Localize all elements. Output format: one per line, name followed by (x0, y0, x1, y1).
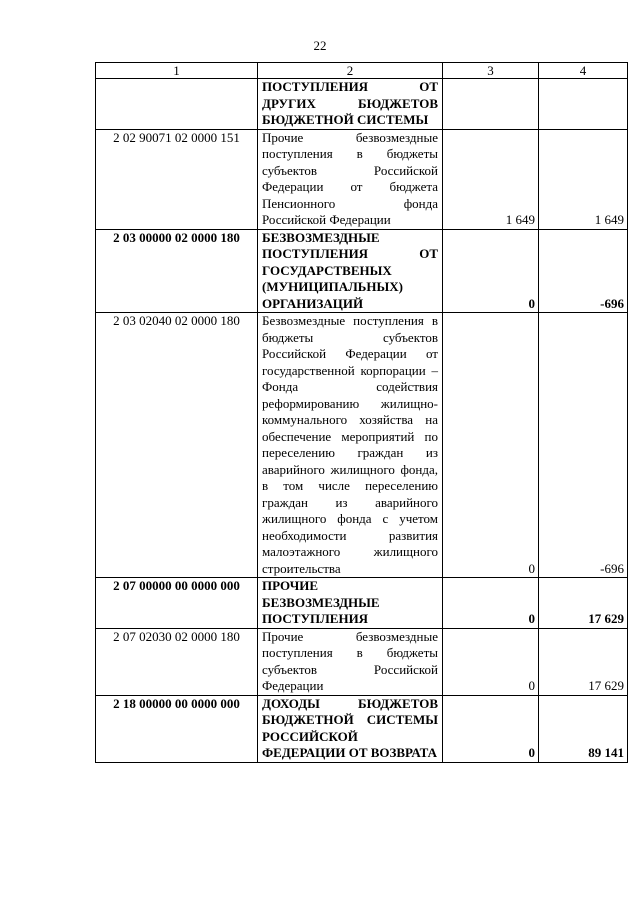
column-3-value-cell: 0 (443, 229, 539, 313)
budget-code-cell: 2 03 00000 02 0000 180 (96, 229, 258, 313)
table-row (96, 578, 628, 629)
column-header-2: 2 (258, 63, 443, 79)
budget-code-cell: 2 02 90071 02 0000 151 (96, 129, 258, 229)
table-row (96, 229, 628, 313)
budget-code-cell: 2 03 02040 02 0000 180 (96, 313, 258, 578)
column-3-value-cell: 0 (443, 313, 539, 578)
budget-table (95, 62, 628, 763)
budget-code-cell: 2 07 02030 02 0000 180 (96, 628, 258, 695)
column-3-value-cell (443, 79, 539, 130)
budget-code-cell (96, 79, 258, 130)
table-row (96, 79, 628, 130)
column-4-value-cell: -696 (539, 229, 628, 313)
column-4-value-cell: 1 649 (539, 129, 628, 229)
column-header-1: 1 (96, 63, 258, 79)
income-name-cell: БЕЗВОЗМЕЗДНЫЕ ПОСТУПЛЕНИЯ ОТ ГОСУДАРСТВЕНЫХ (МУНИЦИПАЛЬНЫХ) ОРГАНИЗАЦИЙ (258, 229, 443, 313)
income-name-cell: ПРОЧИЕ БЕЗВОЗМЕЗДНЫЕ ПОСТУПЛЕНИЯ (258, 578, 443, 629)
column-header-4: 4 (539, 63, 628, 79)
income-name-cell: Прочие безвозмездные поступления в бюджеты субъектов Российской Федерации от бюджета Пенсионного фонда Российской Федерации (258, 129, 443, 229)
column-3-value-cell: 0 (443, 628, 539, 695)
column-header-3: 3 (443, 63, 539, 79)
page-number: 22 (313, 38, 327, 53)
budget-code-cell: 2 07 00000 00 0000 000 (96, 578, 258, 629)
column-3-value-cell: 1 649 (443, 129, 539, 229)
income-name-cell: Безвозмездные поступления в бюджеты субъектов Российской Федерации от государственной корпорации – Фонда содействия реформированию жилищно-коммунального хозяйства на обеспечение мероприятий по переселению граждан из аварийного жилищного фонда, в том числе переселению граждан из аварийного жилищного фонда с учетом необходимости развития малоэтажного жилищного строительства (258, 313, 443, 578)
income-name-cell: ДОХОДЫ БЮДЖЕТОВ БЮДЖЕТНОЙ СИСТЕМЫ РОССИЙСКОЙ ФЕДЕРАЦИИ ОТ ВОЗВРАТА (258, 695, 443, 762)
table-row (96, 695, 628, 762)
income-name-cell: Прочие безвозмездные поступления в бюджеты субъектов Российской Федерации (258, 628, 443, 695)
table-row (96, 313, 628, 578)
column-4-value-cell: 89 141 (539, 695, 628, 762)
table-header-row (96, 63, 628, 79)
column-3-value-cell: 0 (443, 695, 539, 762)
budget-code-cell: 2 18 00000 00 0000 000 (96, 695, 258, 762)
column-4-value-cell: 17 629 (539, 578, 628, 629)
income-name-cell: ПОСТУПЛЕНИЯ ОТ ДРУГИХ БЮДЖЕТОВ БЮДЖЕТНОЙ СИСТЕМЫ (258, 79, 443, 130)
table-row (96, 129, 628, 229)
column-4-value-cell: 17 629 (539, 628, 628, 695)
column-4-value-cell (539, 79, 628, 130)
table-row (96, 628, 628, 695)
column-3-value-cell: 0 (443, 578, 539, 629)
column-4-value-cell: -696 (539, 313, 628, 578)
